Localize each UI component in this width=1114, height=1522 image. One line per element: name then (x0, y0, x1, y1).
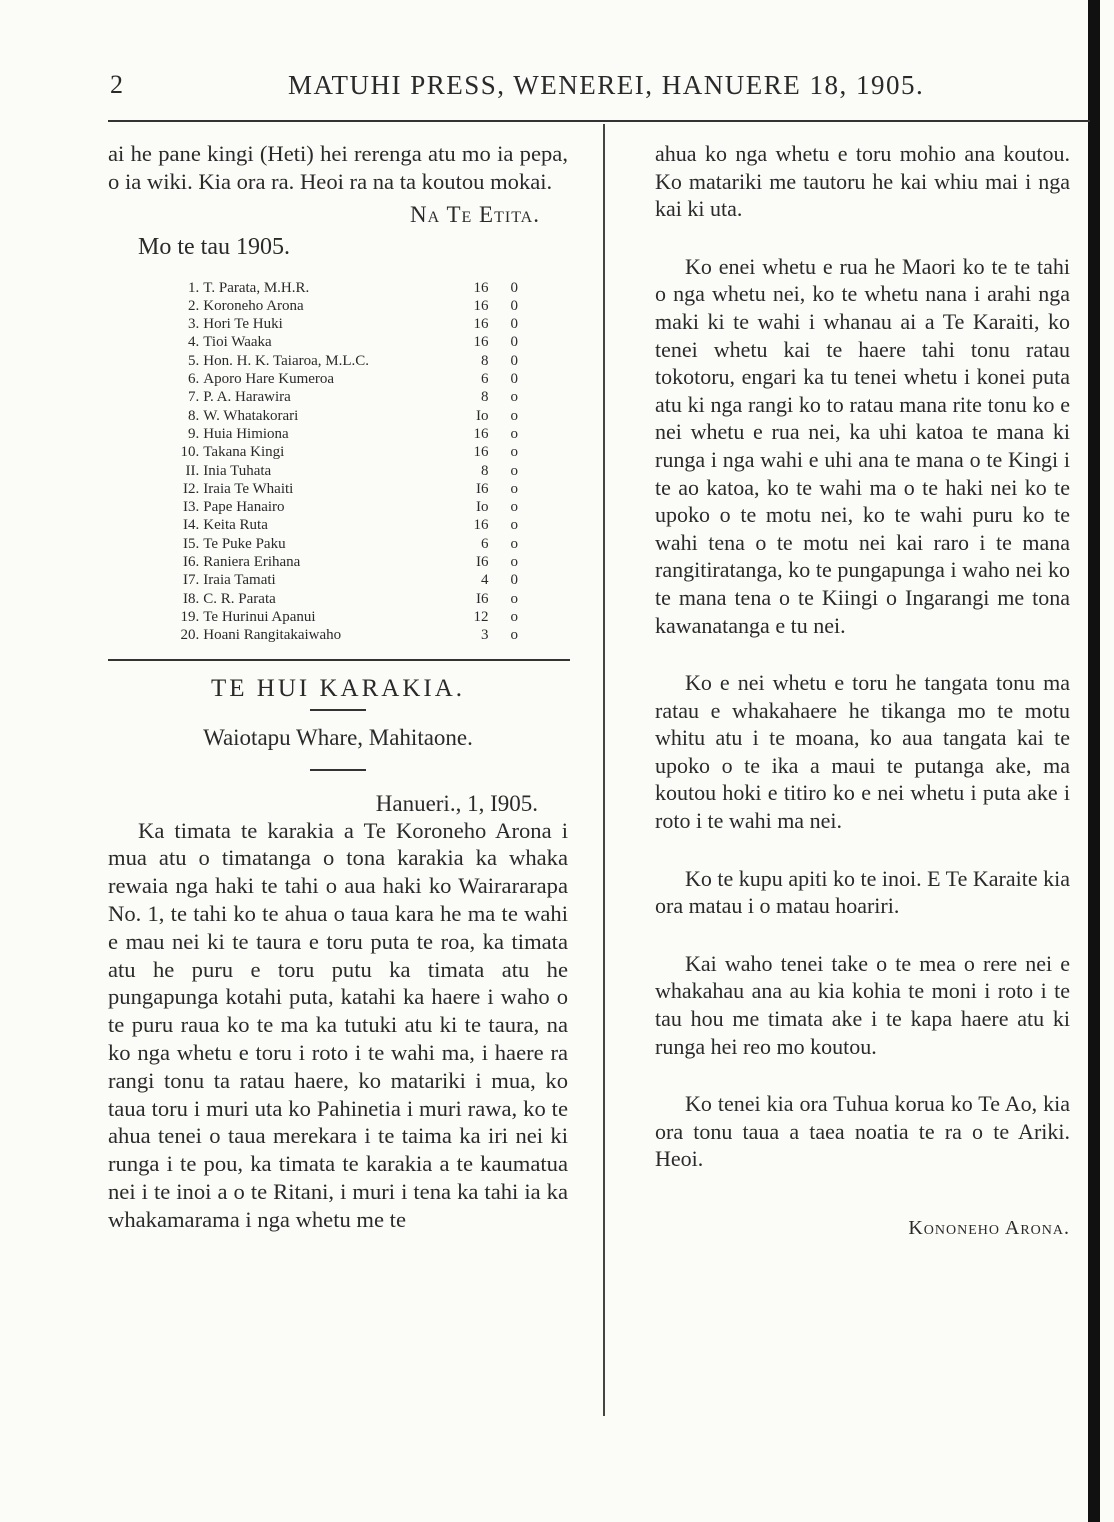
subscriber-name: Raniera Erihana (203, 554, 301, 571)
subscriber-name: Pape Hanairo (203, 499, 285, 516)
newspaper-masthead: MATUHI PRESS, WENEREI, HANUERE 18, 1905. (288, 70, 925, 100)
subscriber-name: Tioi Waaka (203, 334, 272, 351)
amount-pence: o (510, 407, 518, 424)
editor-signoff: Na Te Etita. (409, 201, 540, 227)
amount-shillings: I6 (476, 554, 489, 571)
amount-shillings: I6 (476, 480, 489, 497)
subscriber-name: Koroneho Arona (203, 297, 304, 314)
amount-shillings: 16 (473, 517, 489, 534)
venue-line: Waiotapu Whare, Mahitaone. (203, 724, 473, 750)
subscription-row (158, 608, 518, 626)
amount-shillings: I6 (476, 590, 489, 607)
amount-shillings: 8 (481, 352, 489, 369)
subscription-row (158, 516, 518, 534)
column-divider (603, 124, 605, 1416)
subscription-row (158, 443, 518, 461)
amount-pence: 0 (510, 316, 518, 333)
page-header (110, 70, 970, 110)
subscriber-name: Hon. H. K. Taiaroa, M.L.C. (203, 352, 370, 369)
author-signature: Kononeho Arona. (908, 1217, 1070, 1239)
subscription-number: 10. (180, 444, 200, 461)
short-rule (310, 709, 366, 711)
left-column (108, 140, 568, 1233)
amount-pence: 0 (510, 371, 518, 388)
amount-pence: o (510, 627, 518, 644)
subscription-number: 1. (188, 279, 200, 296)
subscription-number: 19. (180, 608, 200, 625)
subscriber-name: C. R. Parata (203, 590, 276, 607)
subscription-number: 5. (188, 352, 200, 369)
subscription-row (158, 425, 518, 443)
amount-shillings: Io (476, 407, 489, 424)
amount-shillings: 16 (473, 334, 489, 351)
amount-shillings: 6 (481, 371, 489, 388)
subscription-number: I8. (183, 590, 200, 607)
subscription-number: I3. (183, 499, 200, 516)
amount-pence: o (510, 590, 518, 607)
page-edge-bar (1088, 0, 1100, 1522)
subscription-number: 8. (188, 407, 200, 424)
amount-pence: 0 (510, 334, 518, 351)
subscription-row (158, 626, 518, 644)
subscriber-name: Huia Himiona (203, 425, 289, 442)
amount-pence: o (510, 389, 518, 406)
amount-pence: 0 (510, 297, 518, 314)
paragraph-4: Ko te kupu apiti ko te inoi. E Te Karaite kia ora matau i o matau hoariri. (655, 865, 1070, 919)
subscriber-name: Iraia Te Whaiti (203, 480, 294, 497)
opening-paragraph: ai he pane kingi (Heti) hei rerenga atu mo ia pepa, o ia wiki. Kia ora ra. Heoi ra na ta koutou mokai. (108, 141, 568, 194)
amount-shillings: 16 (473, 316, 489, 333)
subscription-number: I6. (183, 554, 200, 571)
amount-pence: o (510, 425, 518, 442)
subscription-number: 4. (188, 334, 200, 351)
subscriptions-heading: Mo te tau 1905. (138, 233, 290, 260)
subscriber-name: Aporo Hare Kumeroa (203, 371, 335, 388)
subscriber-name: Hoani Rangitakaiwaho (203, 627, 342, 644)
amount-shillings: 8 (481, 389, 489, 406)
subscription-row (158, 388, 518, 406)
amount-pence: o (510, 499, 518, 516)
paragraph-2: Ko enei whetu e rua he Maori ko te te tahi o nga whetu nei, ko te whetu nana i arahi nga maki ki te wahi i whanau ai a Te Karaiti, ko tenei whetu kai te haere tahi tonu ratau tokotoru, engari ka tu tenei whetu i konei puta atu ki nga rangi ko to ratau mana rite tonu ko e nei whetu e rua nei, ka uhi katoa te mana ki runga i nga wahi e uhi ana te mana o te Kingi i te ao katoa, ko te wahi ma o te haki nei ko te upoko o te motu nei, ko te wahi puru ko te wahi tena o te motu nei kai raro i te mana rangitiratanga, ko te pungapunga i waho nei ko te mana tena o te Kiingi o Ingarangi me tona kawanatanga e tu nei. (655, 253, 1070, 638)
amount-shillings: 16 (473, 444, 489, 461)
amount-shillings: 16 (473, 279, 489, 296)
section-title: TE HUI KARAKIA. (211, 674, 465, 702)
amount-pence: 0 (510, 279, 518, 296)
page-number: 2 (110, 70, 123, 99)
subscriptions-list (158, 279, 518, 645)
subscription-row (158, 315, 518, 333)
subscriber-name: Hori Te Huki (203, 316, 283, 333)
amount-shillings: 16 (473, 425, 489, 442)
subscription-number: I7. (183, 572, 200, 589)
subscription-number: 9. (188, 425, 200, 442)
amount-pence: 0 (510, 572, 518, 589)
subscription-number: 2. (188, 297, 200, 314)
subscription-number: 6. (188, 371, 200, 388)
subscriber-name: Te Hurinui Apanui (203, 608, 316, 625)
amount-pence: o (510, 535, 518, 552)
subscription-number: 7. (188, 389, 200, 406)
amount-shillings: 16 (473, 297, 489, 314)
amount-pence: o (510, 444, 518, 461)
subscription-row (158, 333, 518, 351)
amount-shillings: 3 (481, 627, 489, 644)
subscription-number: 20. (180, 627, 200, 644)
paragraph-6: Ko tenei kia ora Tuhua korua ko Te Ao, kia ora tonu taua a taea noatia te ra o te Ariki. Heoi. (655, 1091, 1070, 1172)
short-rule (310, 769, 366, 771)
subscription-number: I5. (183, 535, 200, 552)
subscriber-name: Keita Ruta (203, 517, 268, 534)
subscription-row (158, 553, 518, 571)
subscription-row (158, 352, 518, 370)
paragraph-5: Kai waho tenei take o te mea o rere nei e whakahau ana au kia kohia te moni i roto i te tau hou me timata ake i te kapa haere atu ki runga hei reo mo koutou. (655, 950, 1070, 1059)
subscription-number: II. (185, 462, 200, 479)
section-rule (108, 659, 570, 661)
subscription-row (158, 462, 518, 480)
amount-shillings: 12 (473, 608, 489, 625)
subscriber-name: Takana Kingi (203, 444, 285, 461)
dateline: Hanueri., 1, I905. (375, 790, 538, 816)
subscription-row (158, 370, 518, 388)
subscriber-name: Iraia Tamati (203, 572, 276, 589)
amount-pence: o (510, 517, 518, 534)
subscription-row (158, 498, 518, 516)
subscription-row (158, 535, 518, 553)
amount-shillings: 6 (481, 535, 489, 552)
right-column (655, 140, 1070, 1240)
header-rule (108, 120, 1090, 122)
paragraph-3: Ko e nei whetu e toru he tangata tonu ma ratau e whakahaere he tikanga mo te motu whitu atu i te moana, ko aua tangata kai te upoko o te ika a maui te putanga ake, ma koutou hoki e titiro ko e nei whetu i puta ake i roto i te wahi ma nei. (655, 670, 1070, 834)
amount-pence: 0 (510, 352, 518, 369)
subscription-row (158, 297, 518, 315)
subscription-number: 3. (188, 316, 200, 333)
subscription-row (158, 407, 518, 425)
amount-shillings: 4 (481, 572, 489, 589)
amount-pence: o (510, 554, 518, 571)
article-body: Ka timata te karakia a Te Koroneho Arona i mua atu o timatanga o tona karakia ka whaka rewaia nga haki te tahi o aua haki ko Wairararapa No. 1, te tahi ko te ahua o taua kara he ma te wahi e mau nei ki te taura e toru puta te roa, ka timata atu he puru e toru putu ka timata atu he pungapunga kotahi puta, katahi ka haere i waho o te puru raua ko te ma ka tutuki atu ki te taura, na ko nga whetu e toru i roto i te wahi ma, i haere ra rangi tonu ta ratau haere, ko matariki i mua, ko taua toru i muri uta ko Pahinetia i muri rawa, ko te ahua tenei o taua merekara i te taima ka iri nei ki runga i te pou, ka timata te karakia a te kaumatua nei i te inoi a o te Ritani, i muri i tena ka tahi ia ka whakamarama i nga whetu me te (108, 817, 568, 1232)
paragraph-1: ahua ko nga whetu e toru mohio ana koutou. Ko matariki me tautoru he kai whiu mai i nga kai ki uta. (655, 141, 1070, 222)
subscriber-name: W. Whatakorari (203, 407, 299, 424)
amount-shillings: 8 (481, 462, 489, 479)
subscriber-name: Inia Tuhata (203, 462, 272, 479)
subscription-row (158, 571, 518, 589)
subscription-number: I4. (183, 517, 200, 534)
amount-pence: o (510, 462, 518, 479)
subscription-row (158, 480, 518, 498)
subscriber-name: P. A. Harawira (203, 389, 291, 406)
subscriber-name: Te Puke Paku (203, 535, 286, 552)
subscriber-name: T. Parata, M.H.R. (203, 279, 310, 296)
amount-pence: o (510, 608, 518, 625)
subscription-row (158, 279, 518, 297)
amount-shillings: Io (476, 499, 489, 516)
subscription-number: I2. (183, 480, 200, 497)
subscription-row (158, 590, 518, 608)
amount-pence: o (510, 480, 518, 497)
